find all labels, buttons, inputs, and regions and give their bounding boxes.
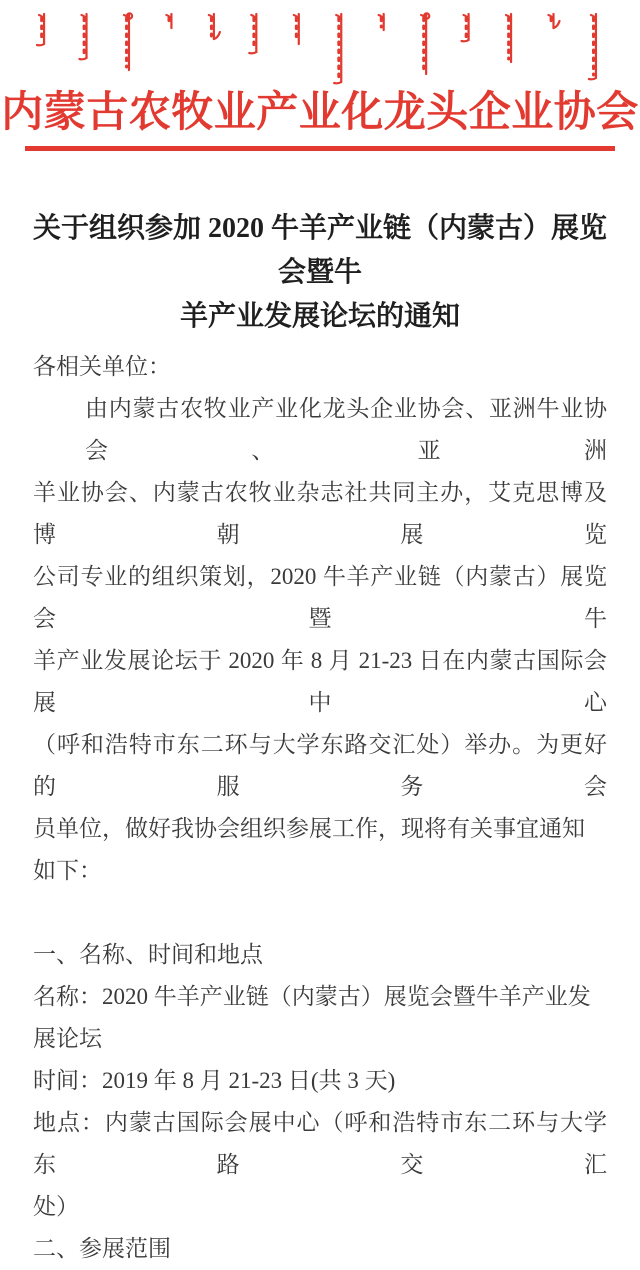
salutation: 各相关单位：	[33, 354, 171, 379]
document-title-line1: 关于组织参加 2020 牛羊产业链（内蒙古）展览会暨牛	[32, 213, 607, 288]
section-2-heading: 二、参展范围	[33, 1236, 171, 1261]
blank-line	[33, 892, 607, 934]
exhibition-location-line-cont: 处）	[33, 1194, 79, 1219]
intro-paragraph-line: 由内蒙古农牧业产业化龙头企业协会、亚洲牛业协会、亚洲	[85, 396, 607, 463]
mongolian-vertical-script-icon	[36, 8, 604, 86]
intro-paragraph-line: 员单位，做好我协会组织参展工作，现将有关事宜通知如下：	[33, 816, 585, 883]
exhibition-location-line: 地点：内蒙古国际会展中心（呼和浩特市东二环与大学东路交汇	[33, 1110, 607, 1177]
exhibition-time-line: 时间：2019 年 8 月 21-23 日(共 3 天)	[33, 1068, 396, 1093]
double-rule-divider	[25, 146, 615, 151]
document-title-line2: 羊产业发展论坛的通知	[179, 301, 460, 332]
intro-paragraph-line: 羊产业发展论坛于 2020 年 8 月 21-23 日在内蒙古国际会展中心	[33, 648, 607, 715]
intro-paragraph-line: （呼和浩特市东二环与大学东路交汇处）举办。为更好的服务会	[33, 732, 607, 799]
document-title	[28, 207, 612, 339]
exhibition-name-line: 名称：2020 牛羊产业链（内蒙古）展览会暨牛羊产业发展论坛	[33, 984, 591, 1051]
mongolian-script-banner	[36, 8, 604, 86]
section-1-heading: 一、名称、时间和地点	[33, 942, 263, 967]
intro-paragraph-line: 羊业协会、内蒙古农牧业杂志社共同主办，艾克思博及博朝展览	[33, 480, 607, 547]
intro-paragraph-line: 公司专业的组织策划，2020 牛羊产业链（内蒙古）展览会暨牛	[33, 564, 607, 631]
notice-document	[0, 8, 640, 1261]
notice-body	[33, 346, 607, 1270]
association-name: 内蒙古农牧业产业化龙头企业协会	[1, 90, 639, 136]
